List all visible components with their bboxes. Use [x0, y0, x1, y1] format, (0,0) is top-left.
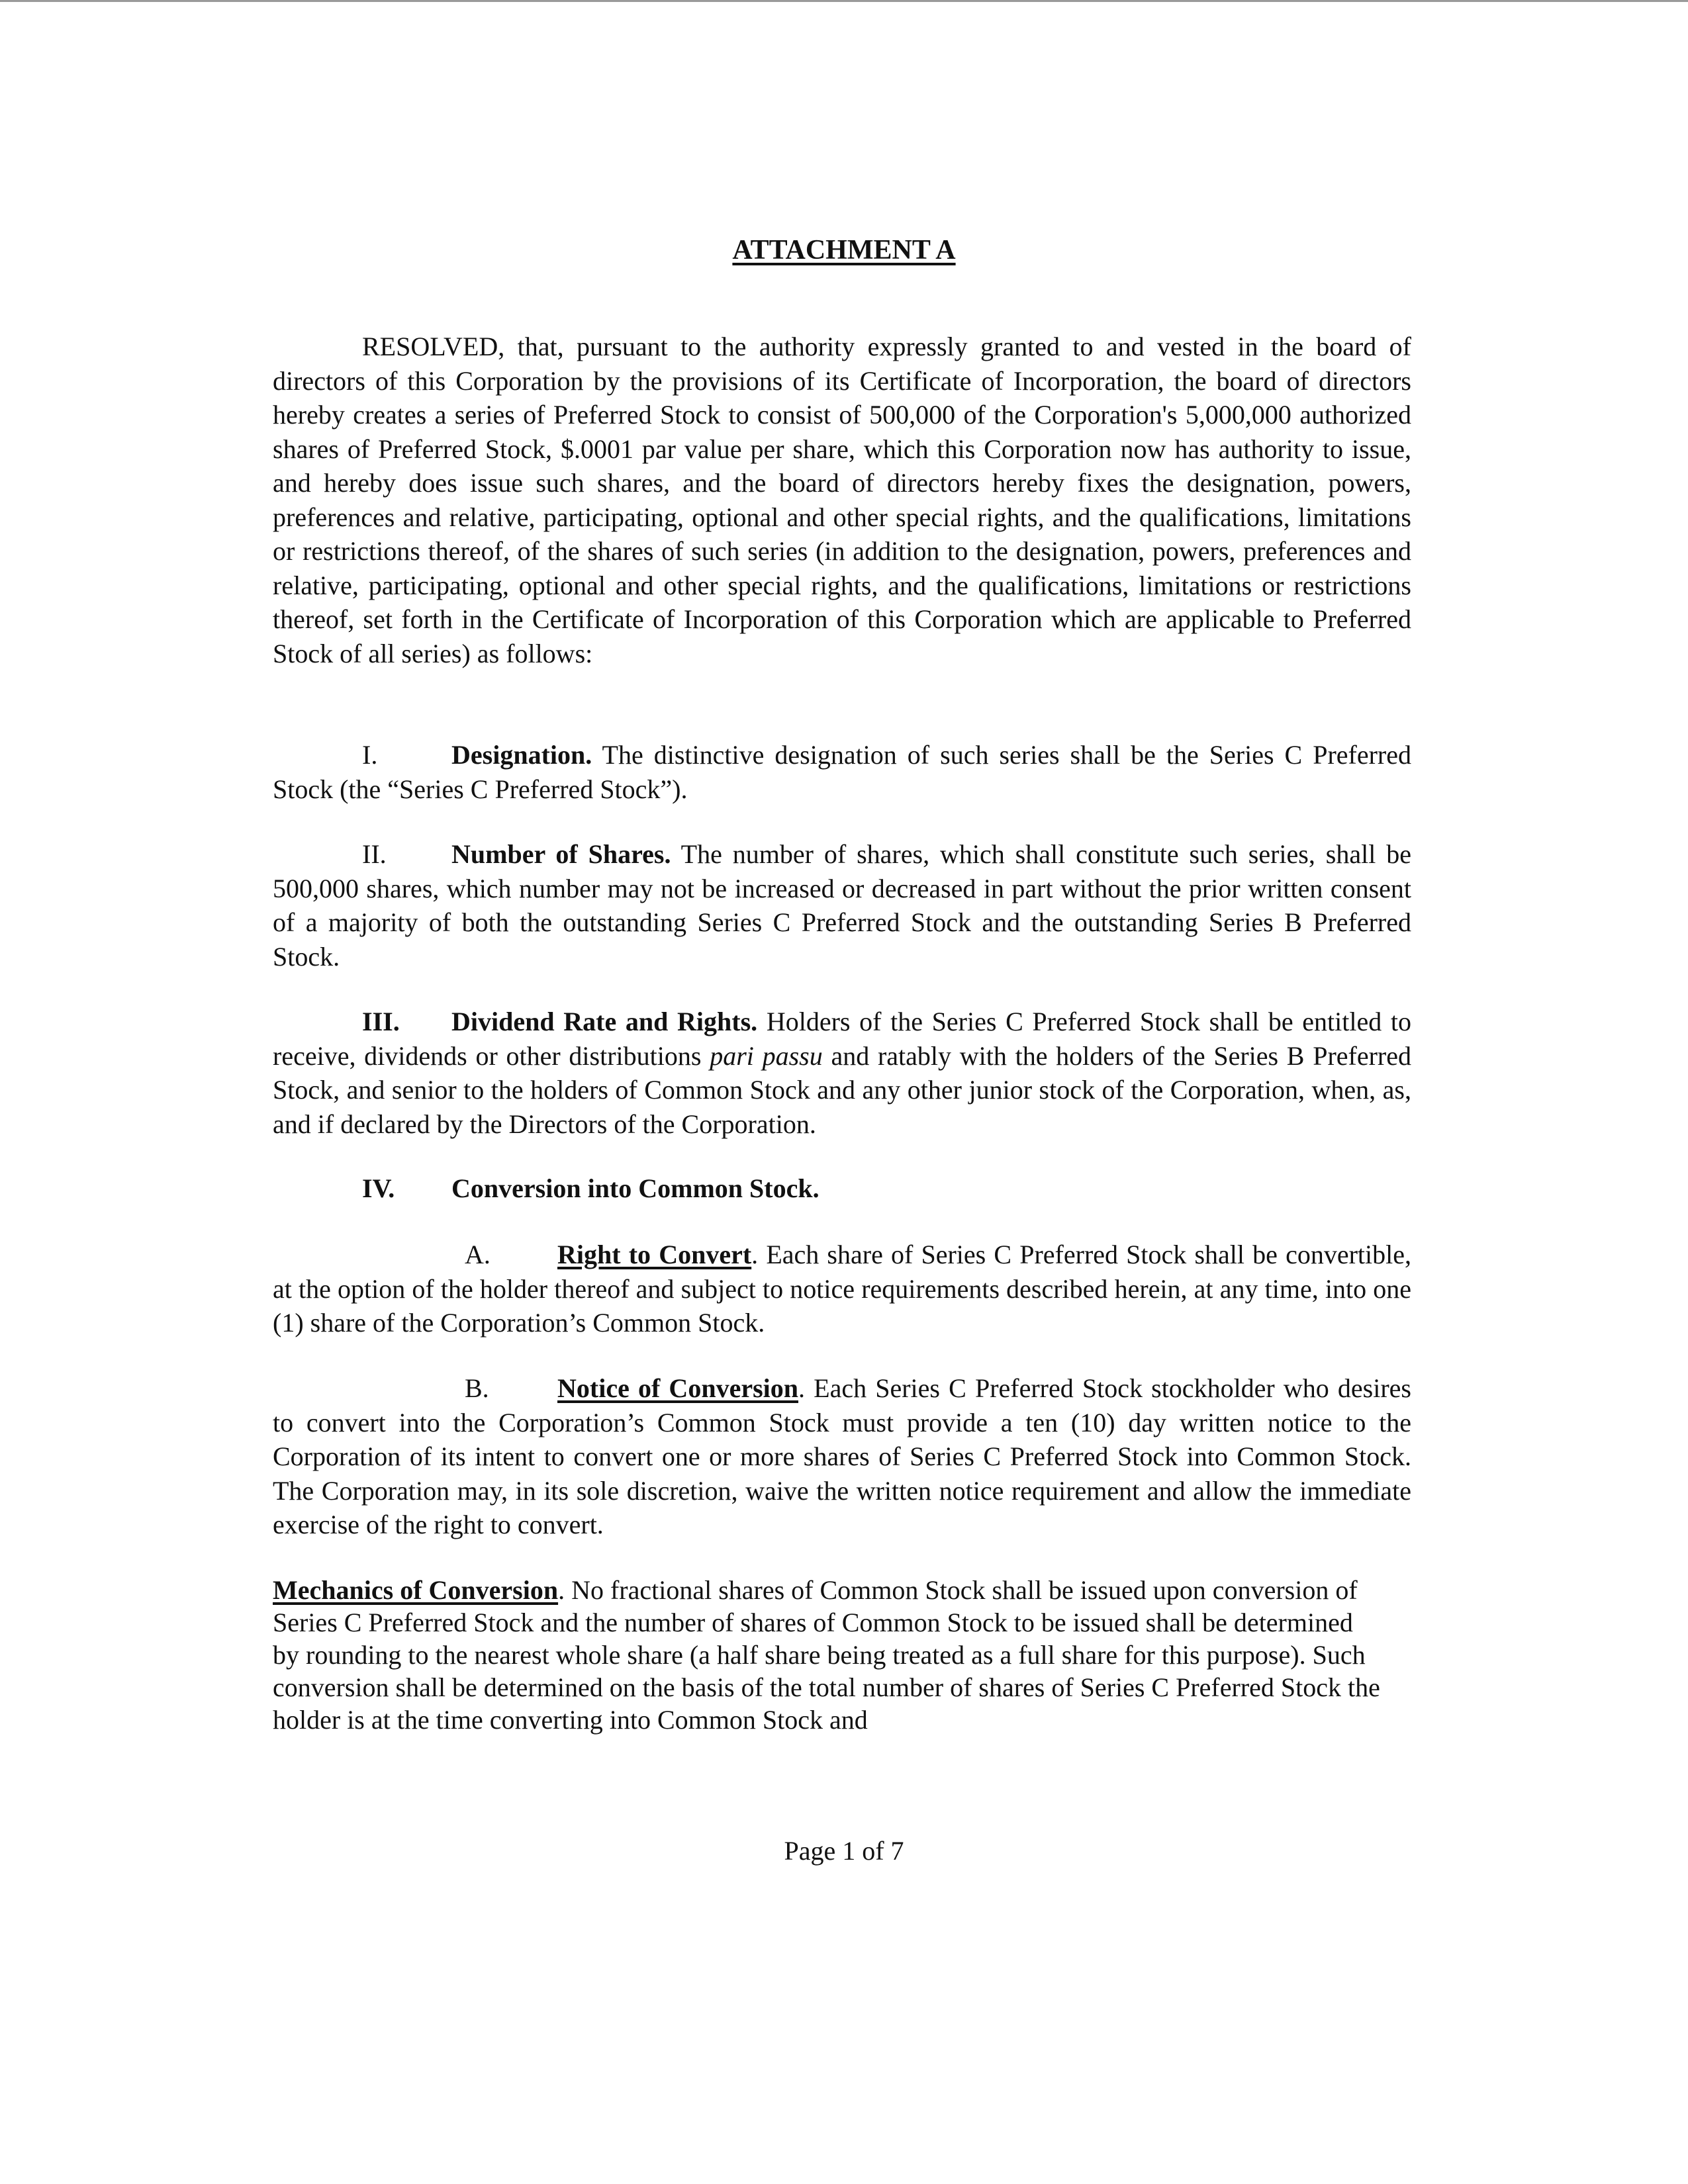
section-number: I.	[362, 740, 378, 770]
section-heading: Designation.	[451, 740, 592, 770]
section-text: The distinctive designation of such series shall be the Series C Preferred Stock (the “Series C Preferred Stock”).	[273, 740, 1411, 804]
subsection-notice-of-conversion	[273, 1371, 1411, 1542]
section-heading: Dividend Rate and Rights.	[451, 1007, 758, 1036]
page-title: ATTACHMENT A	[732, 235, 956, 265]
subsection-letter: B.	[465, 1373, 489, 1403]
section-number: III.	[362, 1007, 400, 1036]
subsection-right-to-convert	[273, 1238, 1411, 1340]
section-text: Holders of the Series C Preferred Stock shall be entitled to receive, dividends or other distributions	[273, 1007, 1411, 1071]
page-number-footer: Page 1 of 7	[784, 1836, 904, 1866]
section-designation	[273, 738, 1411, 806]
section-conversion-heading	[273, 1171, 1411, 1206]
subsection-text: . Each share of Series C Preferred Stock shall be convertible, at the option of the holder thereof and subject to notice requirements described herein, at any time, into one (1) share of the Corporation’s Common Stock.	[273, 1240, 1411, 1338]
section-heading: Conversion into Common Stock.	[451, 1173, 820, 1203]
section-number-of-shares	[273, 837, 1411, 974]
subsection-heading: Notice of Conversion	[557, 1373, 798, 1403]
section-text-continued: and ratably with the holders of the Series B Preferred Stock, and senior to the holders of Common Stock and any other junior stock of the Corporation, when, as, and if declared by the Directors of the Corporation.	[273, 1040, 1412, 1139]
section-number: IV.	[362, 1173, 395, 1203]
mechanics-of-conversion	[273, 1574, 1385, 1736]
subsection-text: . Each Series C Preferred Stock stockholder who desires to convert into the Corporation’s Common Stock must provide a ten (10) day written notice to the Corporation of its intent to convert one or more shares of Series C Preferred Stock into Common Stock. The Corporation may, in its sole discretion, waive the written notice requirement and allow the immediate exercise of the right to convert.	[273, 1373, 1411, 1539]
mechanics-text: . No fractional shares of Common Stock shall be issued upon conversion of Series C Preferred Stock and the number of shares of Common Stock to be issued shall be determined by rounding to the nearest whole share (a half share being treated as a full share for this purpose). Such conversion shall be determined on the basis of the total number of shares of Series C Preferred Stock the holder is at the time converting into Common Stock and	[273, 1575, 1380, 1735]
section-dividend-rate	[273, 1005, 1411, 1141]
section-number: II.	[362, 839, 387, 869]
mechanics-heading: Mechanics of Conversion	[273, 1575, 559, 1605]
resolved-paragraph: RESOLVED, that, pursuant to the authority expressly granted to and vested in the board of directors of this Corporation by the provisions of its Certificate of Incorporation, the board of directors hereby creates a series of Preferred Stock to consist of 500,000 of the Corporation's 5,000,000 authorized shares of Preferred Stock, $.0001 par value per share, which this Corporation now has authority to issue, and hereby does issue such shares, and the board of directors hereby fixes the designation, powers, preferences and relative, participating, optional and other special rights, and the qualifications, limitations or restrictions thereof, of the shares of such series (in addition to the designation, powers, preferences and relative, participating, optional and other special rights, and the qualifications, limitations or restrictions thereof, set forth in the Certificate of Incorporation of this Corporation which are applicable to Preferred Stock of all series) as follows:	[273, 332, 1411, 668]
section-text: The number of shares, which shall constitute such series, shall be 500,000 shares, which number may not be increased or decreased in part without the prior written consent of a majority of both the outstanding Series C Preferred Stock and the outstanding Series B Preferred Stock.	[273, 839, 1411, 972]
section-italic-term: pari passu	[710, 1040, 823, 1071]
scan-edge-line	[0, 0, 1688, 2]
subsection-heading: Right to Convert	[557, 1240, 752, 1269]
section-heading: Number of Shares.	[451, 839, 671, 869]
subsection-letter: A.	[465, 1240, 491, 1269]
